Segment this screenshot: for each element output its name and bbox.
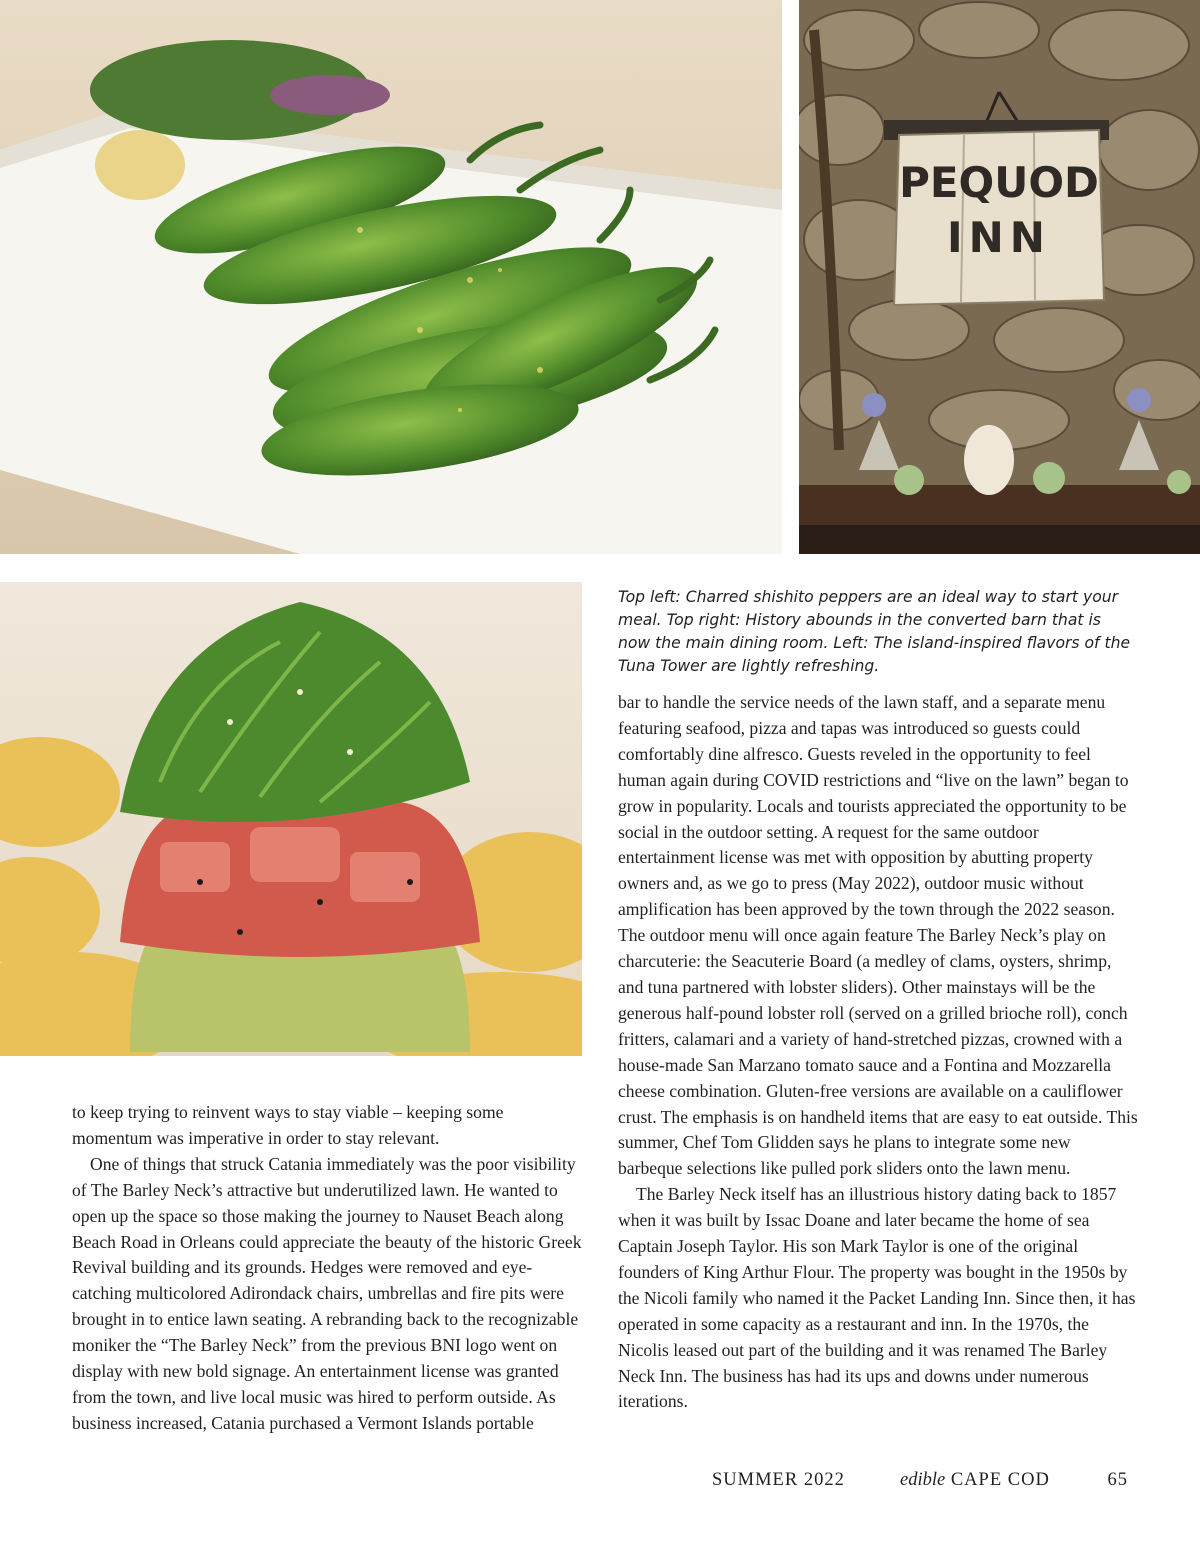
photo-tuna-tower (0, 582, 582, 1056)
footer-issue: SUMMER 2022 (712, 1470, 845, 1490)
footer-brand-edible: edible (900, 1470, 946, 1490)
sign-illustration (799, 0, 1200, 554)
peppers-illustration (0, 0, 782, 554)
caption-text: Top left: Charred shishito peppers are an ideal way to start your meal. Top right: History abounds in the converted barn that is now the main dining room. Left: The island-inspired flavors of the Tuna Tower are lightly refreshing. (618, 588, 1131, 675)
footer-brand (900, 1470, 1050, 1491)
article-column-right (618, 690, 1138, 1415)
footer-brand-name: CAPE COD (945, 1470, 1050, 1490)
page-footer (600, 1470, 1128, 1500)
page-number: 65 (1107, 1470, 1128, 1490)
photo-caption (618, 586, 1138, 678)
photo-shishito-peppers (0, 0, 782, 554)
sign-text-inn: INN (947, 213, 1051, 262)
article-column-left (72, 1100, 584, 1437)
paragraph: One of things that struck Catania immediately was the poor visibility of The Barley Neck’s attractive but underutilized lawn. He wanted to open up the space so those making the journey to Nauset Beach along Beach Road in Orleans could appreciate the beauty of the historic Greek Revival building and its grounds. Hedges were removed and eye-catching multicolored Adirondack chairs, umbrellas and fire pits were brought in to entice lawn seating. A rebranding back to the recognizable moniker the “The Barley Neck” from the previous BNI logo went on display with new bold signage. An entertainment license was granted from the town, and live local music was hired to perform outside. As business increased, Catania purchased a Vermont Islands portable (72, 1153, 582, 1433)
paragraph: bar to handle the service needs of the lawn staff, and a separate menu featuring seafood, pizza and tapas was introduced so guests could comfortably dine alfresco. Guests reveled in the opportunity to feel human again during COVID restrictions and “live on the lawn” began to grow in popularity. Locals and tourists appreciated the opportunity to be social in the outdoor setting. A request for the same outdoor entertainment license was met with opposition by abutting property owners and, as we go to press (May 2022), outdoor music without amplification has been approved by the town through the 2022 season. The outdoor menu will once again feature The Barley Neck’s play on charcuterie: the Seacuterie Board (a medley of clams, oysters, shrimp, and tuna partnered with lobster sliders). Other mainstays will be the generous half-pound lobster roll (served on a grilled brioche roll), conch fritters, calamari and a variety of hand-stretched pizzas, crowned with a house-made San Marzano tomato sauce and a Fontina and Mozzarella cheese combination. Gluten-free versions are available on a cauliflower crust. The emphasis is on handheld items that are easy to eat outside. This summer, Chef Tom Glidden says he plans to integrate some new barbeque selections like pulled pork sliders onto the lawn menu. (618, 692, 1138, 1179)
paragraph: to keep trying to reinvent ways to stay viable – keeping some momentum was imperative in order to stay relevant. (72, 1102, 504, 1148)
photo-pequod-inn-sign (799, 0, 1200, 554)
paragraph: The Barley Neck itself has an illustrious history dating back to 1857 when it was built by Issac Doane and later became the home of sea Captain Joseph Taylor. His son Mark Taylor is one of the original founders of King Arthur Flour. The property was bought in the 1950s by the Nicoli family who named it the Packet Landing Inn. Since then, it has operated in some capacity as a restaurant and inn. In the 1970s, the Nicolis leased out part of the building and it was renamed The Barley Neck Inn. The business has had its ups and downs under numerous iterations. (618, 1184, 1136, 1412)
sign-text-pequod: PEQUOD (899, 158, 1099, 207)
tuna-illustration (0, 582, 582, 1056)
